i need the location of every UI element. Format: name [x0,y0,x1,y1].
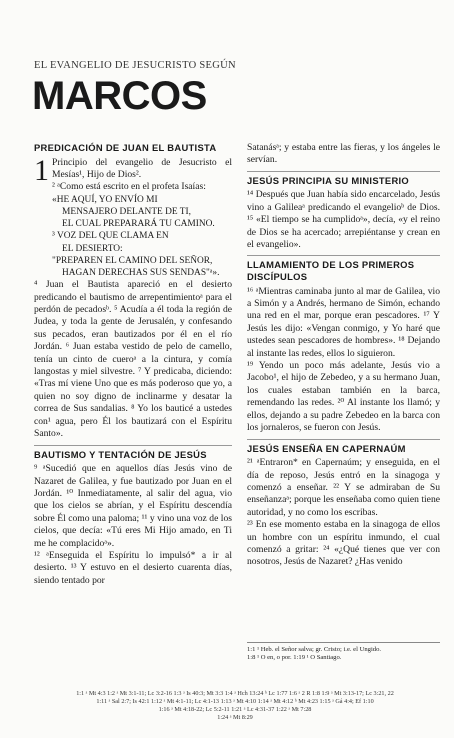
section-heading: LLAMAMIENTO DE LOS PRIMEROS DISCÍPULOS [247,255,440,282]
crossref-line: 1:11 ᵃ Sal 2:7; Is 42:1 1:12 ᵃ Mt 4:1-11; Lc 4:1-13 1:13 ᵃ Mt 4:10 1:14 ᵃ Mt 4:12 ᵇ Mt 4:23 1:15 ᵃ Gá 4:4; Ef 1:10 [96,698,374,705]
chapter-number: 1 [34,153,49,187]
verse-text: Principio del evangelio de Jesucristo el Mesías¹, Hijo de Dios². [52,156,232,180]
right-column [247,142,440,569]
verse-text: ¹² ᵃEnseguida el Espíritu lo impulsó* a ir al desierto. ¹³ Y estuvo en el desierto cuarenta días, siendo tentado por [34,549,232,586]
cross-references [30,690,440,722]
poem-line: "PREPAREN EL CAMINO DEL SEÑOR, [52,255,213,266]
poem-line: EL CUAL PREPARARÁ TU CAMINO. [62,219,215,230]
poem-line: ³ VOZ DEL QUE CLAMA EN [52,231,169,242]
verse-text: ²³ En ese momento estaba en la sinagoga de ellos un hombre con un espíritu inmundo, el cual comenzó a gritar: ²⁴ «¿Qué tienes que ver con nosotros, Jesús de Nazaret? ¿Has venido [247,519,440,568]
poem-line: MENSAJERO DELANTE DE TI, [62,207,191,218]
section-heading: PREDICACIÓN DE JUAN EL BAUTISTA [34,142,217,153]
verse-text: ² ᵃComo está escrito en el profeta Isaías: [52,181,206,193]
section-heading: JESÚS ENSEÑA EN CAPERNAÚM [247,439,440,455]
verse-text: ²¹ ᵃEntraron* en Capernaúm; y enseguida, en el día de reposo, Jesús entró en la sinagoga y comenzó a enseñar. ²² Y se admiraban de Su enseñanzaᵃ; porque les enseñaba como quien tiene autoridad, y no como los escribas. [247,457,440,518]
verse-text: ¹⁶ ᵃMientras caminaba junto al mar de Galilea, vio a Simón y a Andrés, hermano de Simón, echando una red en el mar, porque eran pescadores. ¹⁷ Y Jesús les dijo: «Vengan conmigo, y Yo haré que ustedes sean pescadores de hombres». ¹⁸ Dejando al instante las redes, ellos lo siguieron. [247,285,440,359]
footnote: 1:8 ¹ O en, o por. 1:19 ¹ O Santiago. [247,654,342,662]
footnotes [247,642,440,662]
section-heading: BAUTISMO Y TENTACIÓN DE JESÚS [34,445,232,461]
poem-line: EL DESIERTO: [62,243,123,254]
book-title: MARCOS [32,74,207,118]
verse-text: ⁴ Juan el Bautista apareció en el desierto predicando el bautismo de arrepentimientoᵃ para el perdón de pecadosᵇ. ⁵ Acudía a él toda la región de Judea, y toda la gente de Jerusalén, y confesando sus pecados, eran bautizados por él en el río Jordán. ⁶ Juan estaba vestido de pelo de camello, tenía un cinto de cueroᵃ a la cintura, y comía langostas y miel silvestre. ⁷ Y predicaba, diciendo: «Tras mí viene Uno que es más poderoso que yo, a quien no soy digno de inclinarme y desatar la correa de Sus sandalias. ⁸ Yo los bauticé a ustedes con¹ agua, pero Él los bautizará con el Espíritu Santo». [34,279,232,440]
left-column [34,138,232,587]
section-heading: JESÚS PRINCIPIA SU MINISTERIO [247,171,440,187]
poem-line: HAGAN DERECHAS SUS SENDAS"ᵃ». [62,268,220,279]
footnote: 1:1 ¹ Heb. el Señor salva; gr. Cristo; i.e. el Ungido. [247,646,382,653]
book-subtitle: EL EVANGELIO DE JESUCRISTO SEGÚN [34,60,236,71]
verse-text: ¹⁴ Después que Juan había sido encarcelado, Jesús vino a Galileaᵃ predicando el evangelioᵇ de Dios. ¹⁵ «El tiempo se ha cumplidoᵃ», decía, «y el reino de Dios se ha acercado; arrepiéntanse y crean en el evangelio». [247,189,440,251]
crossref-line: 1:1 ᵃ Mt 4:3 1:2 ᵃ Mt 3:1-11; Lc 3:2-16 1:3 ᵃ Is 40:3; Mt 3:3 1:4 ᵃ Hch 13:24 ᵇ Lc 1:77 1:6 ᵃ 2 R 1:8 1:9 ᵃ Mt 3:13-17; Lc 3:21, 22 [76,690,394,697]
crossref-line: 1:24 ᵃ Mt 8:29 [217,714,253,721]
quotation [34,194,232,279]
verse-text: ¹⁹ Yendo un poco más adelante, Jesús vio a Jacobo¹, el hijo de Zebedeo, y a su hermano Juan, los cuales estaban también en la barca, remendando las redes. ²⁰ Al instante los llamó; y ellos, dejando a su padre Zebedeo en la barca con los jornaleros, se fueron con Jesús. [247,360,440,434]
verse-text: ⁹ ᵃSucedió que en aquellos días Jesús vino de Nazaret de Galilea, y fue bautizado por Juan en el Jordán. ¹⁰ Inmediatamente, al salir del agua, vio que los cielos se abrían, y el Espíritu descendía sobre Él como una paloma; ¹¹ y vino una voz de los cielos, que decía: «Tú eres Mi Hijo amado, en Ti me he complacidoᵃ». [34,463,232,549]
verse-text: Satanásᵃ; y estaba entre las fieras, y los ángeles le servían. [247,142,440,166]
poem-line: «HE AQUÍ, YO ENVÍO MI [52,194,158,205]
crossref-line: 1:16 ᵃ Mt 4:18-22; Lc 5:2-11 1:21 ᵃ Lc 4:31-37 1:22 ᵃ Mt 7:28 [158,706,312,713]
